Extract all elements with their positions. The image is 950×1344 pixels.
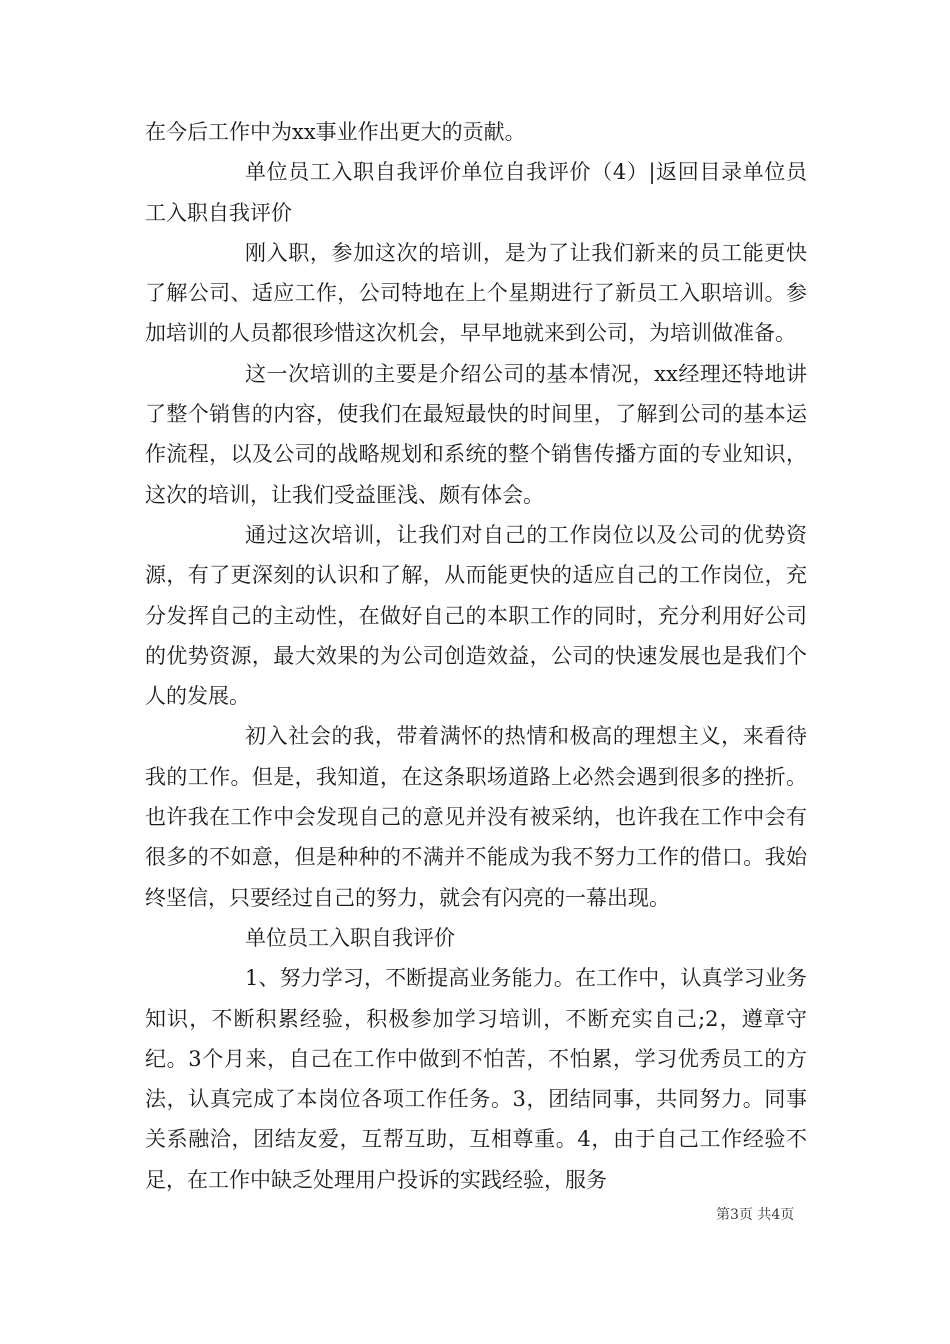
section-heading-toc: 单位员工入职自我评价单位自我评价（4）|返回目录单位员工入职自我评价 — [145, 160, 807, 225]
paragraph-continuation: 在今后工作中为xx事业作出更大的贡献。 — [145, 120, 526, 144]
paragraph-training-intro: 刚入职，参加这次的培训，是为了让我们新来的员工能更快了解公司、适应工作，公司特地在上个星期进行了新员工入职培训。参加培训的人员都很珍惜这次机会，早早地就来到公司，为培训做准备。 — [145, 240, 807, 346]
section-heading-self-evaluation: 单位员工入职自我评价 — [245, 925, 455, 950]
page-indicator: 第3页 共4页 — [716, 1207, 795, 1223]
paragraph-career-attitude: 初入社会的我，带着满怀的热情和极高的理想主义，来看待我的工作。但是，我知道，在这条职场道路上必然会遇到很多的挫折。也许我在工作中会发现自己的意见并没有被采纳，也许我在工作中会有很多的不如意，但是种种的不满并不能成为我不努力工作的借口。我始终坚信，只要经过自己的努力，就会有闪亮的一幕出现。 — [145, 724, 807, 910]
document-body — [145, 112, 807, 1200]
paragraph-evaluation-points: 1、努力学习，不断提高业务能力。在工作中，认真学习业务知识，不断积累经验，积极参加学习培训，不断充实自己;2，遵章守纪。3个月来，自己在工作中做到不怕苦，不怕累，学习优秀员工的方法，认真完成了本岗位各项工作任务。3，团结同事，共同努力。同事关系融洽，团结友爱，互帮互助，互相尊重。4，由于自己工作经验不足，在工作中缺乏处理用户投诉的实践经验，服务 — [145, 966, 807, 1192]
paragraph-training-content: 这一次培训的主要是介绍公司的基本情况，xx经理还特地讲了整个销售的内容，使我们在最短最快的时间里，了解到公司的基本运作流程，以及公司的战略规划和系统的整个销售传播方面的专业知识，这次的培训，让我们受益匪浅、颇有体会。 — [145, 361, 807, 507]
paragraph-training-benefits: 通过这次培训，让我们对自己的工作岗位以及公司的优势资源，有了更深刻的认识和了解，从而能更快的适应自己的工作岗位，充分发挥自己的主动性，在做好自己的本职工作的同时，充分利用好公司的优势资源，最大效果的为公司创造效益，公司的快速发展也是我们个人的发展。 — [145, 522, 807, 709]
